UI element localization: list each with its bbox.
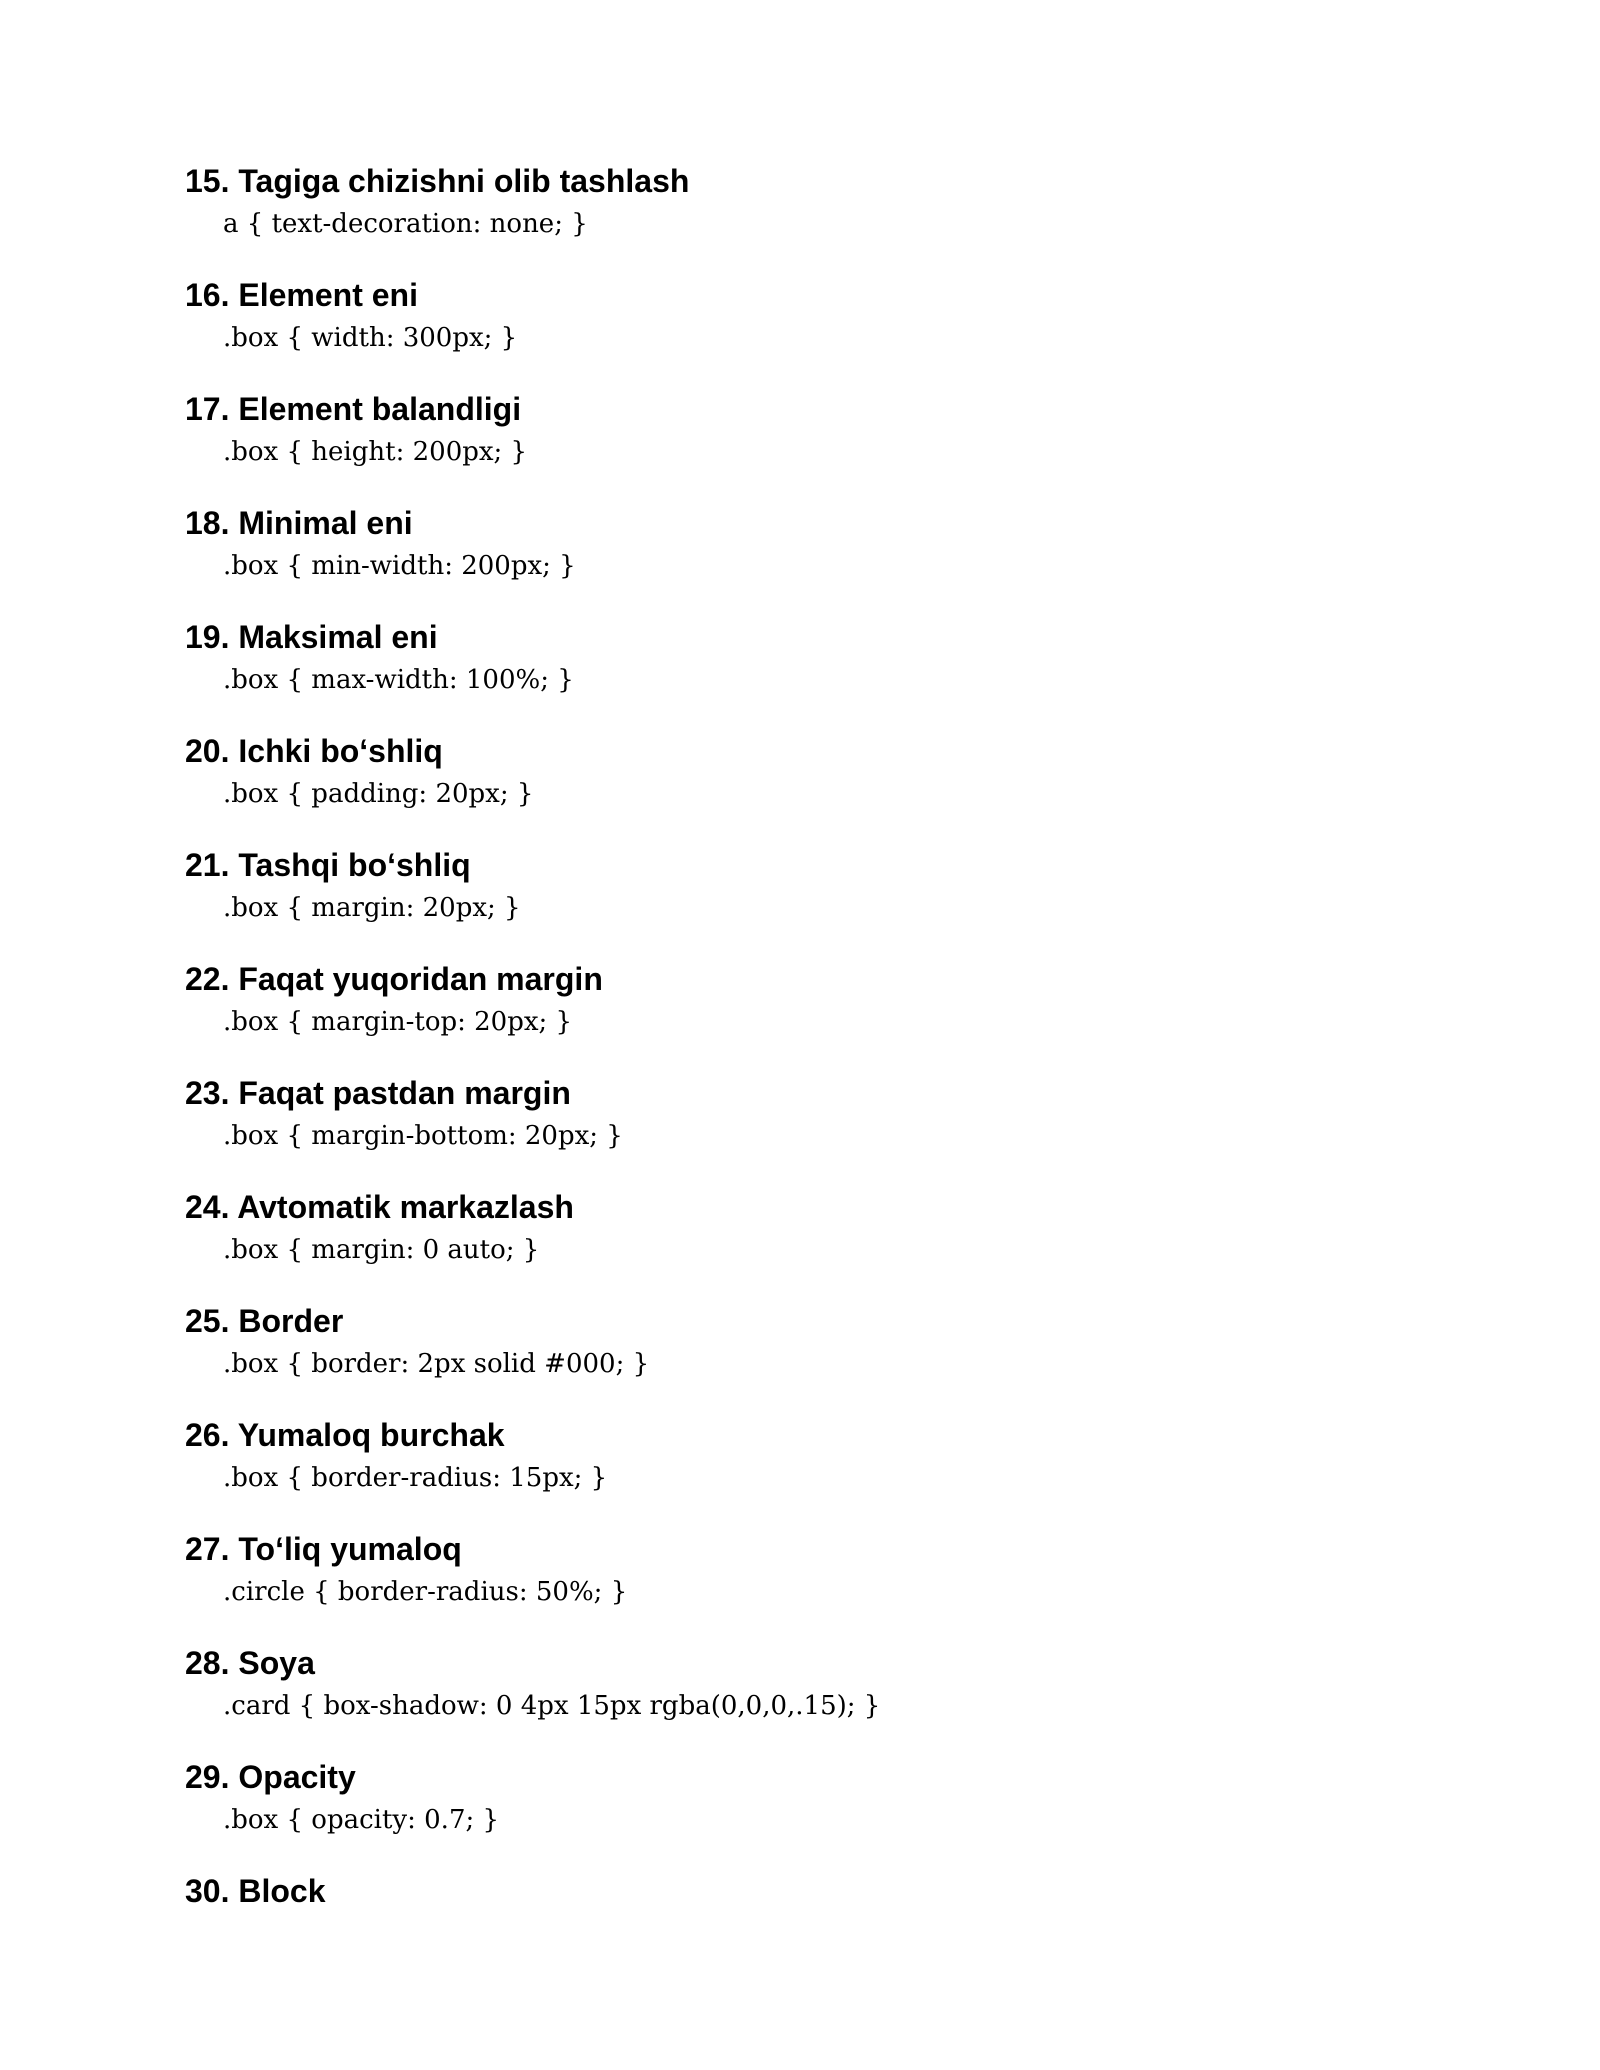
item-heading: 19. Maksimal eni [185, 619, 438, 655]
list-item [185, 388, 1485, 502]
item-heading: 16. Element eni [185, 277, 418, 313]
list-item [185, 1528, 1485, 1642]
code-example: a { text-decoration: none; } [223, 209, 588, 239]
list-item [185, 160, 1485, 274]
code-example: .box { margin-bottom: 20px; } [223, 1121, 623, 1151]
code-example: .box { width: 300px; } [223, 323, 518, 353]
code-example: .box { min-width: 200px; } [223, 551, 576, 581]
item-heading: 29. Opacity [185, 1759, 356, 1795]
list-item [185, 502, 1485, 616]
item-heading: 25. Border [185, 1303, 344, 1339]
list-item [185, 1072, 1485, 1186]
list-item [185, 844, 1485, 958]
list-item [185, 1870, 1485, 1984]
item-heading: 24. Avtomatik markazlash [185, 1189, 574, 1225]
css-tips-list [185, 160, 1485, 1984]
item-heading: 27. To‘liq yumaloq [185, 1531, 462, 1567]
code-example: .box { opacity: 0.7; } [223, 1805, 500, 1835]
item-heading: 26. Yumaloq burchak [185, 1417, 505, 1453]
list-item [185, 274, 1485, 388]
item-heading: 20. Ichki bo‘shliq [185, 733, 443, 769]
code-example: .card { box-shadow: 0 4px 15px rgba(0,0,0,.15); } [223, 1691, 881, 1721]
list-item [185, 1756, 1485, 1870]
code-example: .box { margin: 20px; } [223, 893, 521, 923]
code-example: .circle { border-radius: 50%; } [223, 1577, 628, 1607]
item-heading: 22. Faqat yuqoridan margin [185, 961, 603, 997]
code-example: .box { margin: 0 auto; } [223, 1235, 540, 1265]
code-example: .box { max-width: 100%; } [223, 665, 574, 695]
list-item [185, 616, 1485, 730]
list-item [185, 730, 1485, 844]
list-item [185, 1414, 1485, 1528]
code-example: .box { margin-top: 20px; } [223, 1007, 573, 1037]
item-heading: 28. Soya [185, 1645, 315, 1681]
item-heading: 15. Tagiga chizishni olib tashlash [185, 163, 690, 199]
code-example: .box { border-radius: 15px; } [223, 1463, 608, 1493]
item-heading: 21. Tashqi bo‘shliq [185, 847, 471, 883]
item-heading: 17. Element balandligi [185, 391, 522, 427]
list-item [185, 1300, 1485, 1414]
list-item [185, 958, 1485, 1072]
code-example: .box { padding: 20px; } [223, 779, 534, 809]
list-item [185, 1186, 1485, 1300]
item-heading: 30. Block [185, 1873, 326, 1909]
code-example: .box { height: 200px; } [223, 437, 528, 467]
item-heading: 18. Minimal eni [185, 505, 413, 541]
code-example: .box { border: 2px solid #000; } [223, 1349, 650, 1379]
item-heading: 23. Faqat pastdan margin [185, 1075, 571, 1111]
list-item [185, 1642, 1485, 1756]
